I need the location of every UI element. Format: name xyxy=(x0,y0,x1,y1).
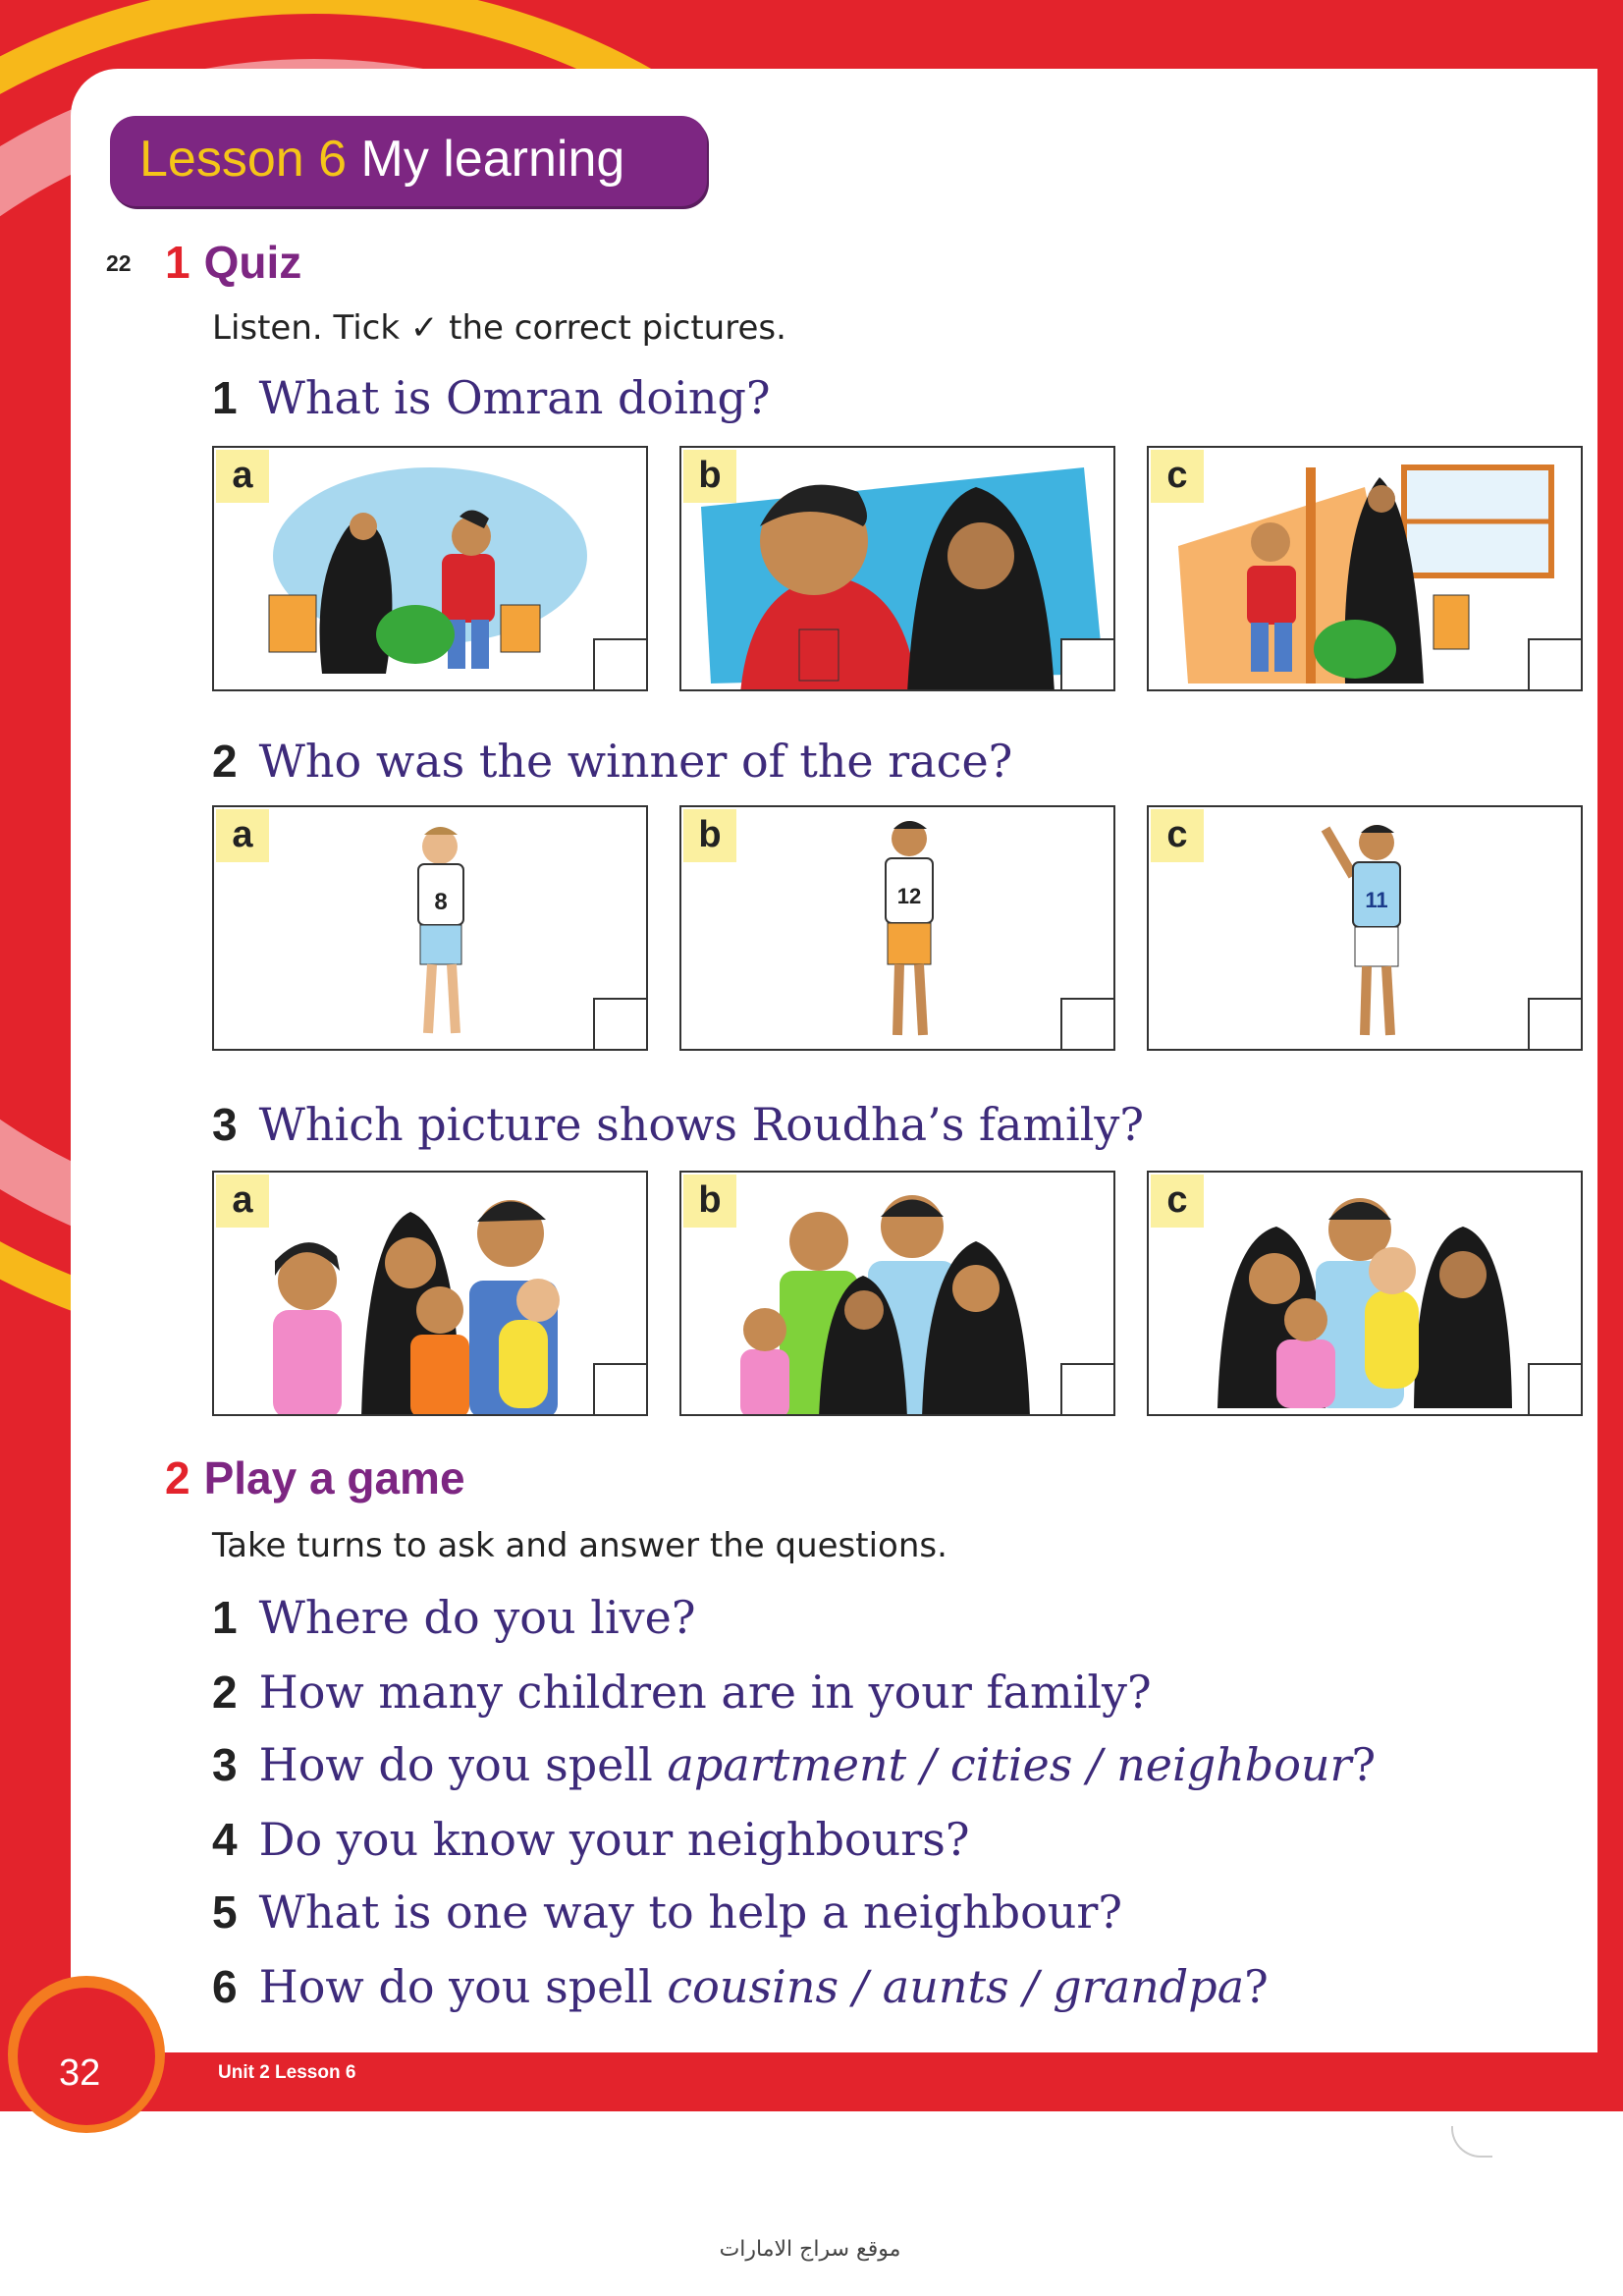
lesson-number: Lesson 6 xyxy=(139,131,348,188)
option-letter: b xyxy=(683,450,736,503)
q3-option-b-picture[interactable] xyxy=(679,1171,1115,1416)
site-watermark: موقع سراج الامارات xyxy=(719,2237,901,2262)
answer-tick-box[interactable] xyxy=(593,998,648,1051)
question-number: 3 xyxy=(212,1099,238,1150)
section-number: 1 xyxy=(165,237,190,288)
quiz-question-2 xyxy=(212,735,1012,788)
question-number: 6 xyxy=(212,1961,238,2012)
game-question-1 xyxy=(212,1591,696,1644)
answer-tick-box[interactable] xyxy=(593,1363,648,1416)
q1-option-a-picture[interactable] xyxy=(212,446,648,691)
section-heading-game xyxy=(165,1451,465,1504)
question-text: Who was the winner of the race? xyxy=(258,735,1013,788)
question-text: How do you spell xyxy=(258,1960,668,2013)
question-text: What is Omran doing? xyxy=(258,371,771,424)
game-question-2 xyxy=(212,1666,1152,1719)
section-title: Quiz xyxy=(203,237,302,288)
answer-tick-box[interactable] xyxy=(1528,998,1583,1051)
option-letter: c xyxy=(1151,450,1204,503)
question-mark: ? xyxy=(1244,1960,1269,2013)
question-text: Which picture shows Roudha’s family? xyxy=(258,1098,1145,1151)
family-illustration xyxy=(681,1173,1115,1416)
runner-illustration xyxy=(1149,807,1583,1051)
option-letter: a xyxy=(216,809,269,862)
question-number: 1 xyxy=(212,372,238,423)
option-letter: b xyxy=(683,1175,736,1228)
answer-tick-box[interactable] xyxy=(1528,1363,1583,1416)
question-text: How do you spell xyxy=(258,1738,668,1791)
q2-option-b-picture[interactable] xyxy=(679,805,1115,1051)
question-text: How many children are in your family? xyxy=(258,1666,1152,1719)
lesson-title xyxy=(139,130,624,189)
answer-tick-box[interactable] xyxy=(1060,1363,1115,1416)
audio-track-number: 22 xyxy=(106,250,132,276)
game-question-5 xyxy=(212,1886,1122,1939)
section-title: Play a game xyxy=(203,1452,465,1503)
question-number: 4 xyxy=(212,1814,238,1865)
question-number: 1 xyxy=(212,1592,238,1643)
q2-option-c-picture[interactable] xyxy=(1147,805,1583,1051)
option-letter: a xyxy=(216,1175,269,1228)
option-letter: c xyxy=(1151,809,1204,862)
question-mark: ? xyxy=(1351,1738,1377,1791)
page-curl-mark xyxy=(1451,2126,1492,2158)
option-letter: a xyxy=(216,450,269,503)
eating-illustration xyxy=(681,448,1115,691)
shirt-number: 11 xyxy=(1365,888,1388,912)
family-illustration xyxy=(214,1173,648,1416)
game-question-6 xyxy=(212,1960,1269,2013)
shopping-illustration xyxy=(214,448,648,691)
section-number: 2 xyxy=(165,1452,190,1503)
lesson-name: My learning xyxy=(360,131,625,188)
game-instruction: Take turns to ask and answer the questions. xyxy=(212,1526,947,1565)
q1-option-b-picture[interactable] xyxy=(679,446,1115,691)
lesson-banner xyxy=(110,116,707,206)
question-text: What is one way to help a neighbour? xyxy=(258,1886,1123,1939)
question-word-options: cousins / aunts / grandpa xyxy=(667,1960,1245,2013)
option-letter: b xyxy=(683,809,736,862)
q3-option-a-picture[interactable] xyxy=(212,1171,648,1416)
answer-tick-box[interactable] xyxy=(593,638,648,691)
runner-illustration xyxy=(214,807,648,1051)
quiz-instruction: Listen. Tick ✓ the correct pictures. xyxy=(212,308,786,348)
runner-illustration xyxy=(681,807,1115,1051)
question-number: 3 xyxy=(212,1739,238,1790)
q1-option-c-picture[interactable] xyxy=(1147,446,1583,691)
answer-tick-box[interactable] xyxy=(1060,638,1115,691)
quiz-question-1 xyxy=(212,371,771,424)
shirt-number: 8 xyxy=(434,889,448,915)
section-heading-quiz xyxy=(165,236,301,289)
answer-tick-box[interactable] xyxy=(1060,998,1115,1051)
game-question-3 xyxy=(212,1738,1376,1791)
option-letter: c xyxy=(1151,1175,1204,1228)
question-number: 2 xyxy=(212,736,238,787)
question-number: 5 xyxy=(212,1886,238,1938)
door-illustration xyxy=(1149,448,1583,691)
quiz-question-3 xyxy=(212,1098,1144,1151)
family-illustration xyxy=(1149,1173,1583,1416)
question-text: Do you know your neighbours? xyxy=(258,1813,970,1866)
game-question-4 xyxy=(212,1813,970,1866)
question-word-options: apartment / cities / neighbour xyxy=(667,1738,1352,1791)
question-number: 2 xyxy=(212,1667,238,1718)
q3-option-c-picture[interactable] xyxy=(1147,1171,1583,1416)
q2-option-a-picture[interactable] xyxy=(212,805,648,1051)
page-number: 32 xyxy=(59,2052,101,2094)
unit-lesson-label: Unit 2 Lesson 6 xyxy=(218,2062,356,2083)
answer-tick-box[interactable] xyxy=(1528,638,1583,691)
shirt-number: 12 xyxy=(896,884,922,908)
question-text: Where do you live? xyxy=(258,1591,696,1644)
